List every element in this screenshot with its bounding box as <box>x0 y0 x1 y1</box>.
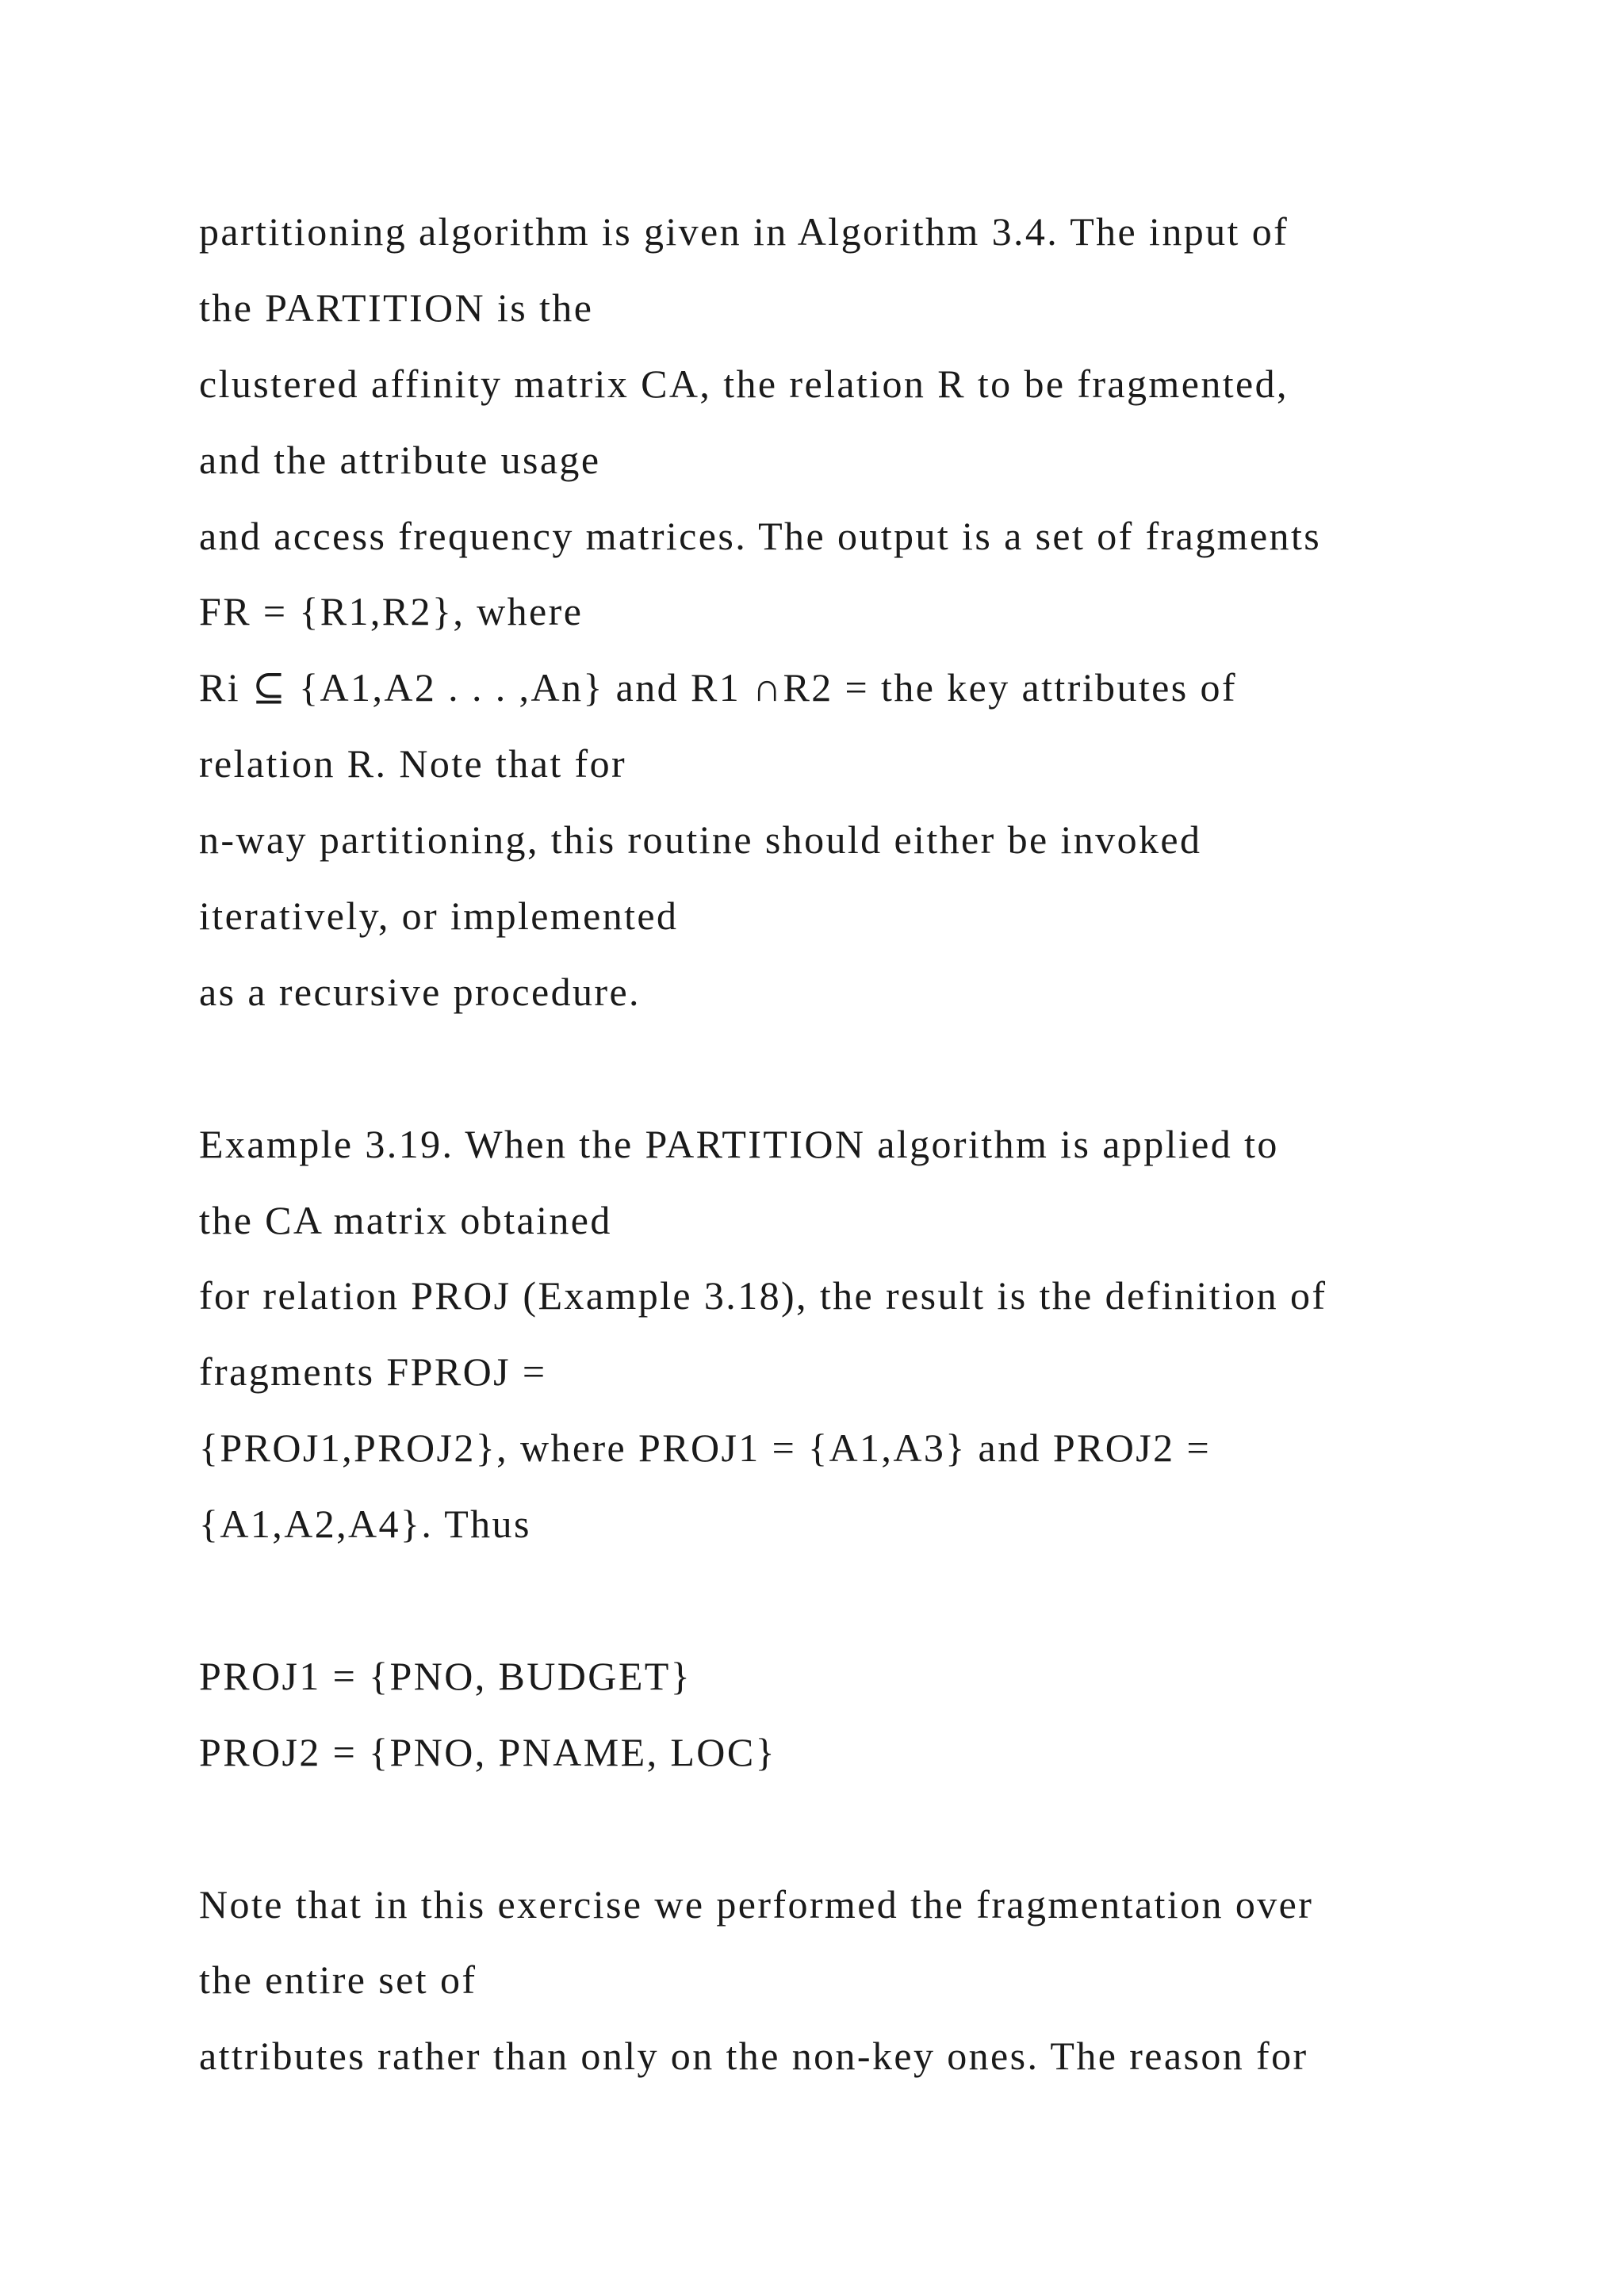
text-line: {PROJ1,PROJ2}, where PROJ1 = {A1,A3} and PROJ2 = <box>199 1425 1212 1471</box>
text-line: Note that in this exercise we performed the fragmentation over <box>199 1881 1314 1927</box>
fragment-definition: PROJ2 = {PNO, PNAME, LOC} <box>199 1729 776 1774</box>
text-line: iteratively, or implemented <box>199 894 679 939</box>
body-text <box>199 194 1436 2095</box>
text-line: clustered affinity matrix CA, the relation R to be fragmented, <box>199 361 1289 406</box>
text-line: attributes rather than only on the non-key ones. The reason for <box>199 2034 1308 2079</box>
text-line: the entire set of <box>199 1957 477 2003</box>
paragraph-gap <box>199 1031 1436 1107</box>
text-line: Example 3.19. When the PARTITION algorithm is applied to <box>199 1121 1279 1166</box>
text-line: and access frequency matrices. The output is a set of fragments <box>199 513 1322 558</box>
text-line: {A1,A2,A4}. Thus <box>199 1502 531 1547</box>
text-line: the CA matrix obtained <box>199 1197 612 1242</box>
paragraph-gap <box>199 1791 1436 1867</box>
text-line: fragments FPROJ = <box>199 1349 547 1395</box>
paragraph-gap <box>199 1563 1436 1639</box>
text-line: and the attribute usage <box>199 437 601 482</box>
text-line: partitioning algorithm is given in Algorithm 3.4. The input of <box>199 209 1289 254</box>
text-line: relation R. Note that for <box>199 741 627 786</box>
text-line: n-way partitioning, this routine should either be invoked <box>199 817 1202 863</box>
text-line: for relation PROJ (Example 3.18), the result is the definition of <box>199 1273 1327 1318</box>
text-line: FR = {R1,R2}, where <box>199 589 584 634</box>
fragment-definition: PROJ1 = {PNO, BUDGET} <box>199 1653 692 1698</box>
text-line: as a recursive procedure. <box>199 969 641 1014</box>
text-line: Ri ⊆ {A1,A2 . . . ,An} and R1 ∩R2 = the key attributes of <box>199 665 1237 710</box>
text-line: the PARTITION is the <box>199 285 594 330</box>
